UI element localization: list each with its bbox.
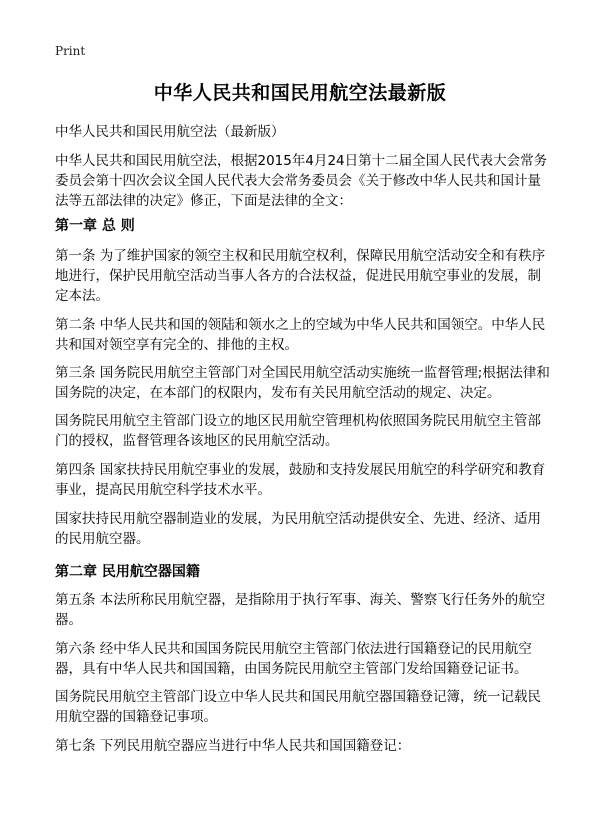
article-6: 第六条 经中华人民共和国国务院民用航空主管部门依法进行国籍登记的民用航空器，具有中华人民共和国国籍，由国务院民用航空主管部门发给国籍登记证书。 (55, 641, 532, 677)
intro-paragraph: 中华人民共和国民用航空法，根据2015年4月24日第十二届全国人民代表大会常务委员会第十四次会议全国人民代表大会常务委员会《关于修改中华人民共和国计量法等五部法律的决定》修正，下面是法律的全文： (55, 153, 548, 209)
chapter-1-heading: 第一章 总 则 (55, 218, 135, 234)
article-5: 第五条 本法所称民用航空器，是指除用于执行军事、海关、警察飞行任务外的航空器。 (55, 592, 546, 628)
article-1: 第一条 为了维护国家的领空主权和民用航空权利，保障民用航空活动安全和有秩序地进行，保护民用航空活动当事人各方的合法权益，促进民用航空事业的发展，制定本法。 (55, 248, 546, 304)
article-4: 第四条 国家扶持民用航空事业的发展，鼓励和支持发展民用航空的科学研究和教育事业，提高民用航空科学技术水平。 (55, 462, 546, 498)
chapter-2-heading: 第二章 民用航空器国籍 (55, 564, 200, 580)
article-3-clause-2: 国务院民用航空主管部门设立的地区民用航空管理机构依照国务院民用航空主管部门的授权，监督管理各该地区的民用航空活动。 (55, 413, 541, 449)
article-4-clause-2: 国家扶持民用航空器制造业的发展，为民用航空活动提供安全、先进、经济、适用的民用航空器。 (55, 511, 541, 547)
page-title: 中华人民共和国民用航空法最新版 (153, 82, 447, 104)
article-3: 第三条 国务院民用航空主管部门对全国民用航空活动实施统一监督管理;根据法律和国务院的决定，在本部门的权限内，发布有关民用航空活动的规定、决定。 (55, 365, 550, 401)
document-subtitle: 中华人民共和国民用航空法（最新版） (55, 124, 285, 140)
article-2: 第二条 中华人民共和国的领陆和领水之上的空域为中华人民共和国领空。中华人民共和国对领空享有完全的、排他的主权。 (55, 317, 546, 353)
article-7: 第七条 下列民用航空器应当进行中华人民共和国国籍登记： (55, 738, 411, 754)
print-link[interactable]: Print (55, 44, 86, 58)
article-6-clause-2: 国务院民用航空主管部门设立中华人民共和国民用航空器国籍登记簿，统一记载民用航空器的国籍登记事项。 (55, 689, 541, 725)
